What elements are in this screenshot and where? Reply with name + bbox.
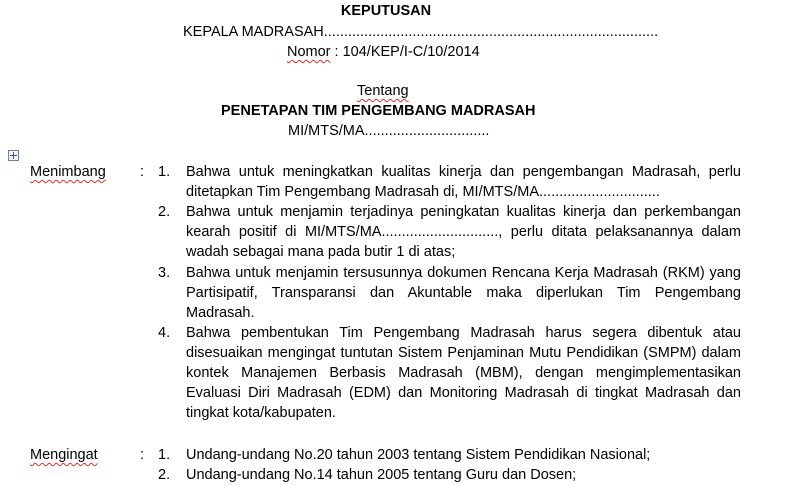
menimbang-item-3-line-3: Madrasah. (186, 305, 255, 321)
menimbang-item-3-number: 3. (158, 265, 171, 281)
table-move-handle-icon[interactable] (8, 150, 19, 161)
menimbang-colon: : (140, 164, 145, 180)
menimbang-item-4-line-1: Bahwa pembentukan Tim Pengembang Madrasah harus segera dibentuk atau (186, 325, 741, 341)
menimbang-item-1-number: 1. (158, 164, 171, 180)
menimbang-item-4-line-2: disesuaikan mengingat tuntutan Sistem Penjaminan Mutu Pendidikan (SMPM) dalam (186, 345, 741, 361)
menimbang-item-4-line-4: Evaluasi Diri Madrasah (EDM) dan Monitoring Madrasah di tingkat Madrasah dan (186, 385, 741, 401)
menimbang-item-2-line-3: wadah sebagai mana pada butir 1 di atas; (186, 244, 456, 260)
subject-scope: MI/MTS/MA............................... (288, 123, 490, 139)
menimbang-item-1 (186, 162, 741, 202)
mengingat-colon: : (140, 447, 145, 463)
menimbang-item-2-number: 2. (158, 204, 171, 220)
nomor-line (287, 42, 480, 62)
document-title: KEPUTUSAN (340, 3, 432, 19)
menimbang-item-4 (186, 323, 741, 423)
mengingat-item-2-number: 2. (158, 467, 171, 483)
issuer-line (183, 22, 658, 42)
menimbang-item-2-line-2: kearah positif di MI/MTS/MA............................., perlu ditata pelaksanannya dalam (186, 224, 741, 240)
mengingat-item-2: Undang-undang No.14 tahun 2005 tentang Guru dan Dosen; (186, 467, 577, 483)
tentang-label: Tentang (357, 83, 409, 99)
menimbang-item-2 (186, 202, 741, 262)
issuer-dots: ................................................................................... (323, 24, 659, 40)
nomor-label: Nomor (287, 44, 331, 60)
menimbang-item-1-line-2: ditetapkan Tim Pengembang Madrasah di, MI/MTS/MA.............................. (186, 184, 660, 200)
mengingat-item-1: Undang-undang No.20 tahun 2003 tentang Sistem Pendidikan Nasional; (186, 447, 651, 463)
menimbang-item-3 (186, 263, 741, 323)
menimbang-item-4-line-3: kontek Manajemen Berbasis Madrasah (MBM), dengan mengimplementasikan (186, 365, 741, 381)
menimbang-item-4-line-5: tingkat kota/kabupaten. (186, 405, 336, 421)
menimbang-item-1-line-1: Bahwa untuk meningkatkan kualitas kinerja dan pengembangan Madrasah, perlu (186, 164, 741, 180)
menimbang-label: Menimbang (30, 164, 106, 180)
menimbang-item-4-number: 4. (158, 325, 171, 341)
subject-title: PENETAPAN TIM PENGEMBANG MADRASAH (221, 103, 536, 119)
menimbang-item-2-line-1: Bahwa untuk menjamin terjadinya peningkatan kualitas kinerja dan perkembangan (186, 204, 741, 220)
mengingat-item-1-number: 1. (158, 447, 171, 463)
issuer-text: KEPALA MADRASAH (183, 24, 324, 40)
menimbang-item-3-line-2: Partisipatif, Transparansi dan Akuntable maka diperlukan Tim Pengembang (186, 285, 741, 301)
menimbang-item-3-line-1: Bahwa untuk menjamin tersusunnya dokumen Rencana Kerja Madrasah (RKM) yang (186, 265, 741, 281)
nomor-value: : 104/KEP/I-C/10/2014 (330, 44, 480, 60)
mengingat-label: Mengingat (30, 447, 98, 463)
